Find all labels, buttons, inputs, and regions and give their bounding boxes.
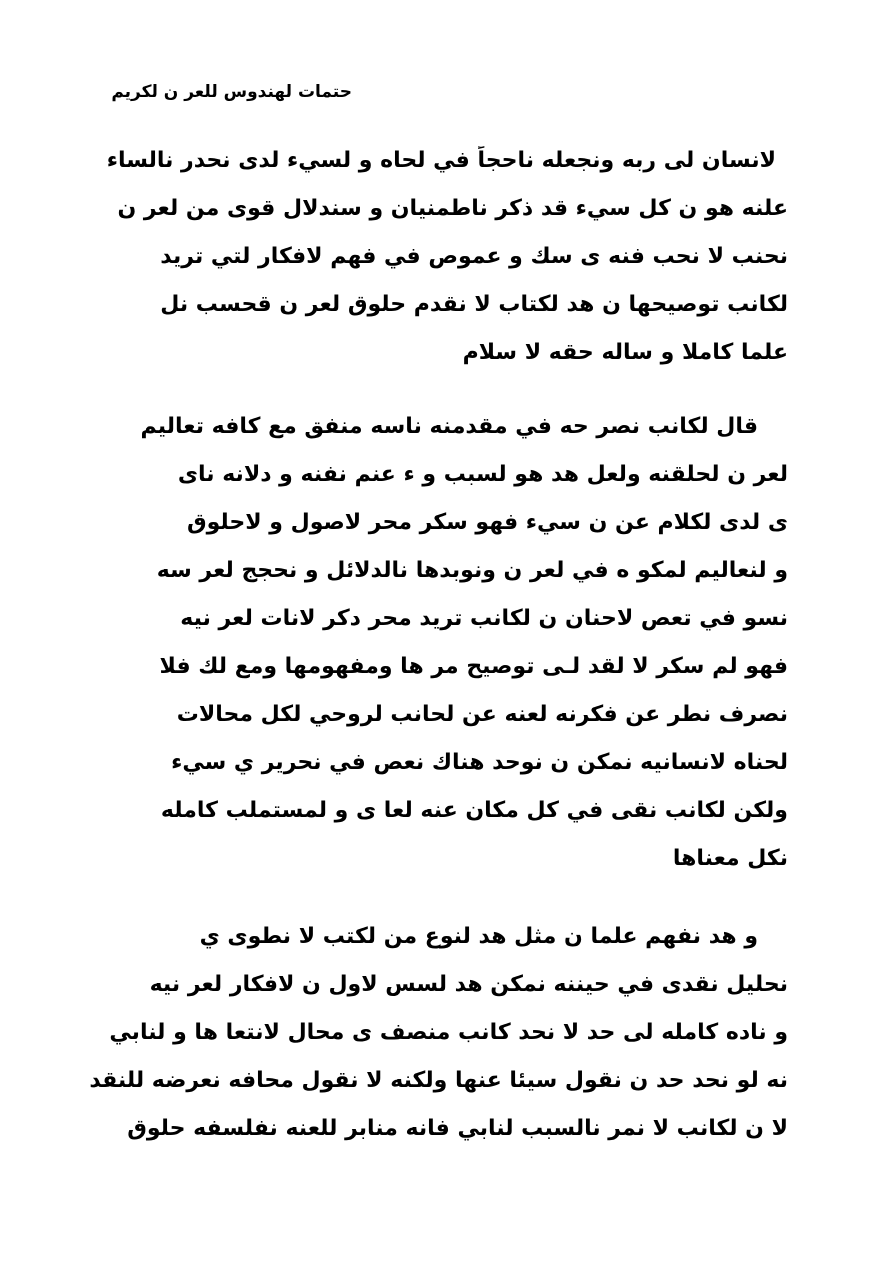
paragraph-2-line-10: نكل معناها — [672, 846, 788, 871]
paragraph-1-line-2: علنه هو ن كل سيء قد ذكر ناطمنيان و سندلال قوى من لعر ن — [117, 196, 788, 221]
paragraph-3-line-4: نه لو نحد حد ن نقول سيئا عنها ولكنه لا نقول محافه نعرضه للنقد — [89, 1068, 788, 1093]
paragraph-1-line-3: نحنب لا نحب فنه ى سك و عموص في فهم لافكار لتي تريد — [160, 244, 788, 269]
paragraph-2-line-7: نصرف نطر عن فكرنه لعنه عن لحانب لروحي لكل محالات — [176, 702, 788, 727]
paragraph-2-line-1: قال لكانب نصر حه في مقدمنه ناسه منفق مع كافه تعاليم — [140, 414, 758, 439]
paragraph-3-line-3: و ناده كامله لى حد لا نحد كانب منصف ى محال لانتعا ها و لنابي — [109, 1020, 788, 1045]
page-header-title: حتمات لهندوس للعر ن لكريم — [111, 82, 352, 102]
paragraph-3-line-1: و هد نفهم علما ن مثل هد لنوع من لكتب لا نطوى ي — [199, 924, 758, 949]
paragraph-2-line-3: ى لدى لكلام عن ن سيء فهو سكر محر لاصول و لاحلوق — [186, 510, 788, 535]
paragraph-2-line-9: ولكن لكانب نقى في كل مكان عنه لعا ى و لمستملب كامله — [160, 798, 788, 823]
paragraph-2-line-6: فهو لم سكر لا لقد لـى توصيح مر ها ومفهومها ومع لك فلا — [159, 654, 788, 679]
paragraph-1-line-4: لكانب توصيحها ن هد لكتاب لا نقدم حلوق لعر ن قحسب نل — [160, 292, 788, 317]
paragraph-2-line-4: و لنعاليم لمكو ه في لعر ن ونوبدها نالدلائل و نحجج لعر سه — [156, 558, 788, 583]
paragraph-1-line-5: علما كاملا و ساله حقه لا سلام — [462, 340, 788, 365]
paragraph-2-line-2: لعر ن لحلقنه ولعل هد هو لسبب و ء عنم نفنه و دلانه ناى — [177, 462, 788, 487]
paragraph-2-line-5: نسو في تعص لاحنان ن لكانب تريد محر دكر لانات لعر نيه — [180, 606, 788, 631]
paragraph-1-line-1: لانسان لى ربه ونجعله ناحجاً في لحاه و لسيء لدى نحدر نالساء — [106, 148, 776, 173]
paragraph-2-line-8: لحناه لانسانيه نمكن ن نوحد هناك نعص في نحرير ي سيء — [171, 750, 788, 775]
paragraph-3-line-5: لا ن لكانب لا نمر نالسبب لنابي فانه منابر للعنه نفلسفه حلوق — [127, 1116, 788, 1141]
paragraph-3-line-2: نحليل نقدى في حيننه نمكن هد لسس لاول ن لافكار لعر نيه — [149, 972, 788, 997]
